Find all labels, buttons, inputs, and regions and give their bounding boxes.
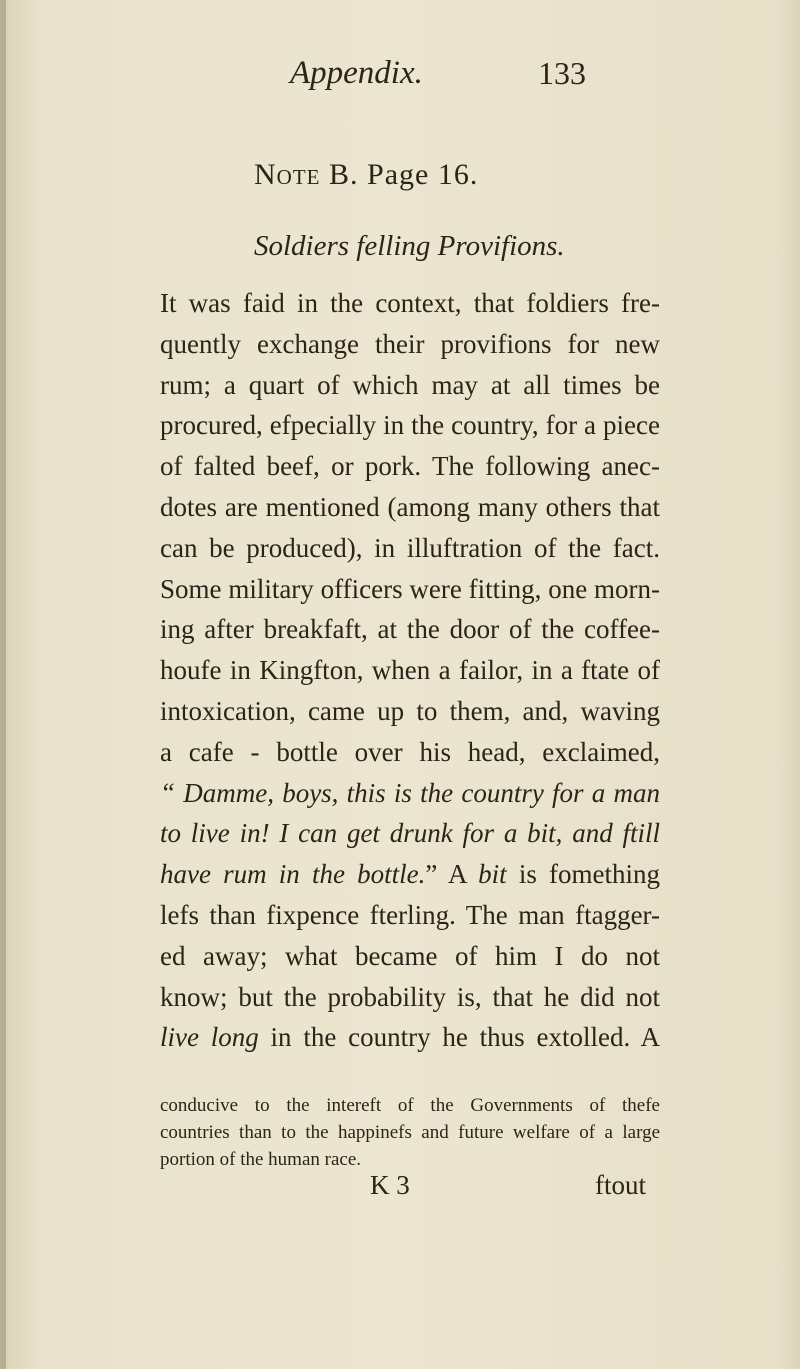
body-line: lefs than fixpence fterling. The man ftagger-: [160, 899, 660, 930]
note-letter: B.: [329, 158, 359, 191]
quote-close: ” A: [425, 859, 479, 890]
body-line: ing after breakfaft, at the door of the coffee-: [160, 614, 660, 645]
running-head-title: Appendix.: [290, 55, 423, 91]
line-rest: in the country he thus extolled. A: [258, 1022, 660, 1053]
word-bit: bit: [478, 859, 507, 890]
body-line: can be produced), in illuftration of the fact.: [160, 532, 660, 563]
body-line: know; but the probability is, that he did not: [160, 981, 660, 1012]
body-line: dotes are mentioned (among many others that: [160, 491, 660, 522]
note-subtitle: Soldiers felling Provifions.: [254, 230, 565, 262]
note-heading: [254, 158, 478, 192]
body-line: Some military officers were fitting, one morn-: [160, 573, 660, 604]
footnote-line: countries than to the happinefs and future welfare of a large: [160, 1122, 660, 1143]
body-line: of falted beef, or pork. The following anec-: [160, 451, 660, 482]
page-number: 133: [538, 55, 586, 91]
body-line: quently exchange their provifions for new: [160, 328, 660, 359]
footnote-line: conducive to the intereft of the Governments of thefe: [160, 1095, 660, 1116]
page-gutter-edge: [0, 0, 6, 1369]
footnote: [160, 1092, 660, 1173]
body-line: It was faid in the context, that foldiers fre-: [160, 288, 660, 318]
body-line-mixed: [160, 1017, 660, 1058]
body-line: houfe in Kingfton, when a failor, in a ftate of: [160, 655, 660, 686]
catchword: ftout: [595, 1170, 646, 1200]
line-rest: is fomething: [506, 859, 660, 890]
body-line: a cafe - bottle over his head, exclaimed,: [160, 736, 660, 767]
phrase-live-long: live long: [160, 1022, 259, 1053]
body-line-quote: to live in! I can get drunk for a bit, and ftill: [160, 818, 660, 849]
signature-mark: K 3: [370, 1170, 410, 1200]
quote-end: have rum in the bottle.: [160, 859, 426, 890]
body-line: procured, efpecially in the country, for a piece: [160, 410, 660, 441]
body-line: ed away; what became of him I do not: [160, 940, 660, 971]
footnote-line: portion of the human race.: [160, 1149, 362, 1170]
body-line-mixed: [160, 854, 660, 895]
body-line: intoxication, came up to them, and, waving: [160, 695, 660, 726]
body-line: rum; a quart of which may at all times be: [160, 369, 660, 400]
body-text: [160, 283, 660, 1058]
note-label: Note: [254, 158, 321, 191]
body-line-quote: “ Damme, boys, this is the country for a man: [160, 777, 660, 808]
note-page-ref: Page 16.: [367, 158, 479, 191]
